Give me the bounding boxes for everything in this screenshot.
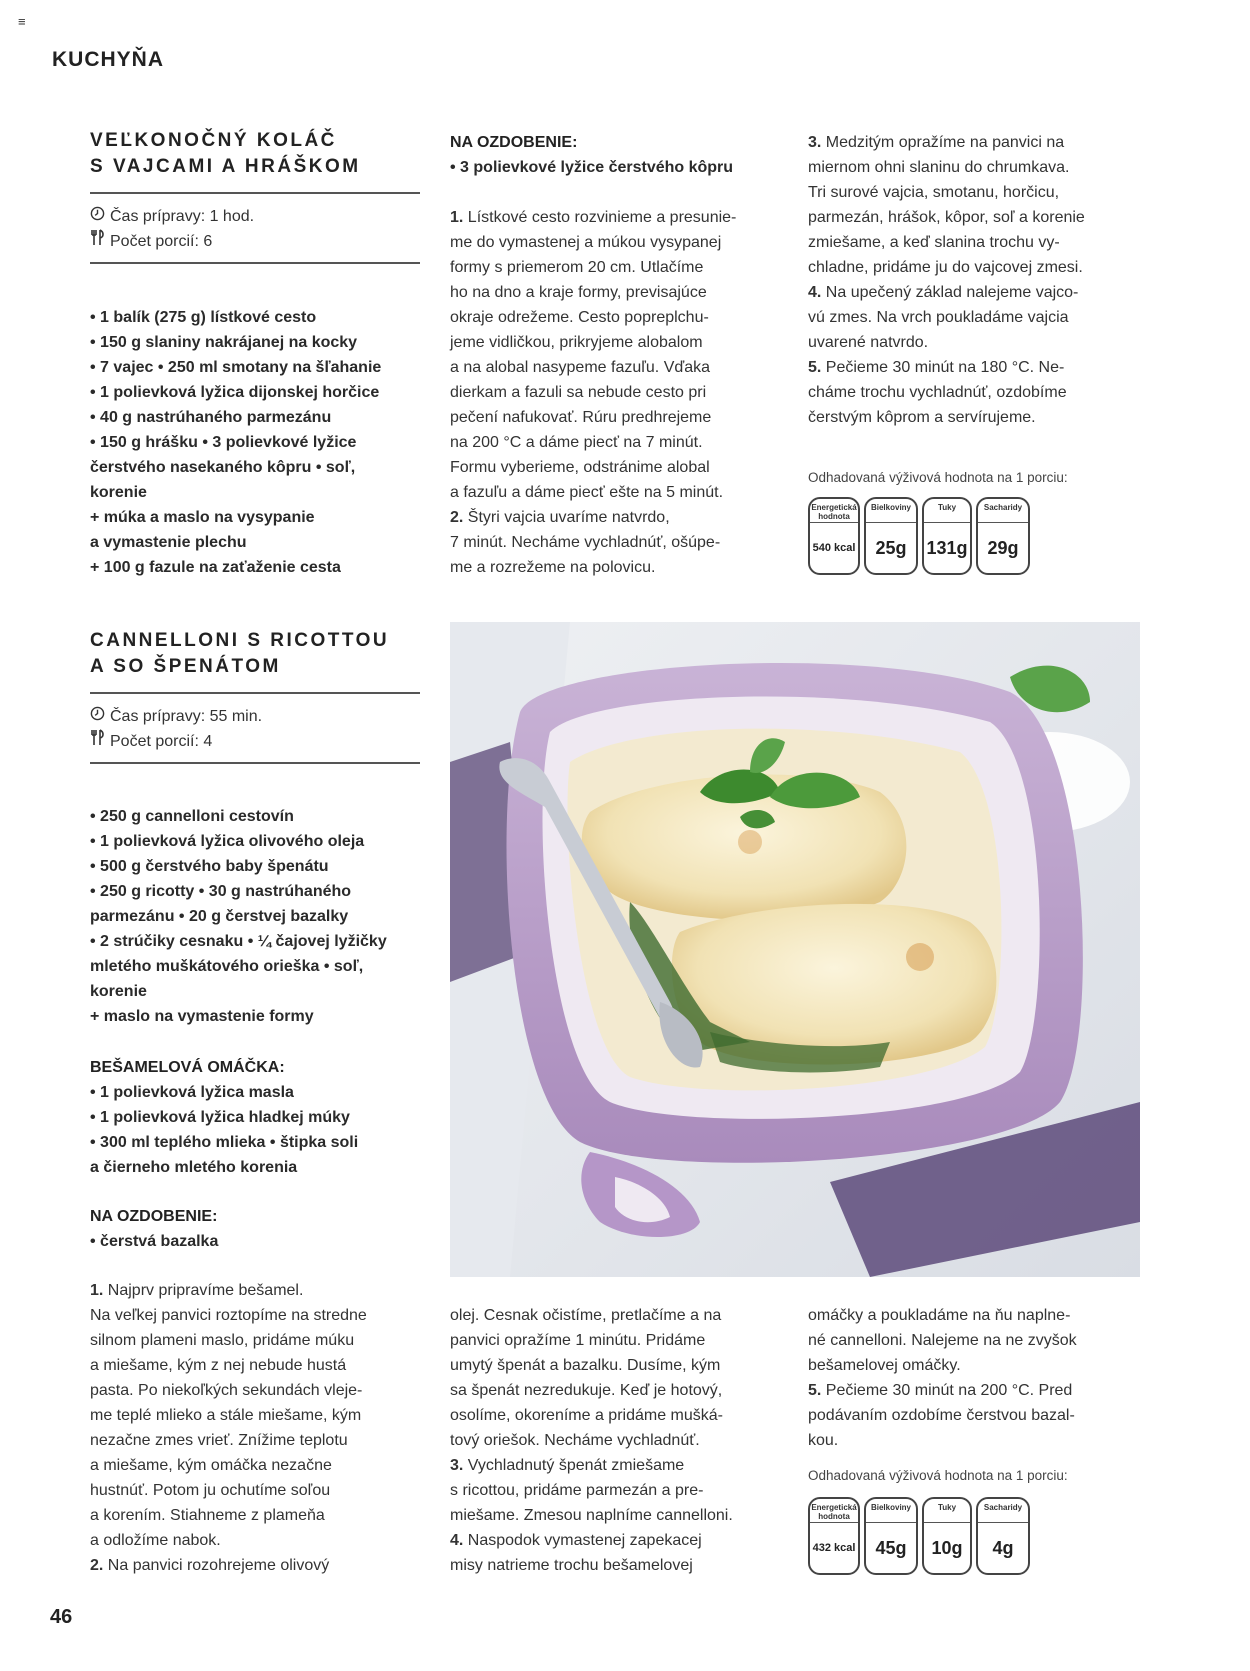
step-line (90, 1528, 367, 1553)
step-line (450, 1353, 733, 1378)
section-label: KUCHYŇA (52, 48, 164, 71)
garnish-heading: NA OZDOBENIE: (450, 134, 578, 151)
prep-time-text: Čas prípravy: 1 hod. (110, 208, 255, 225)
recipe1-steps-col3 (808, 130, 1085, 430)
nutrition-table (808, 497, 1030, 575)
step-text: Na upečený základ nalejeme vajco- (825, 284, 1079, 301)
ingredient: • 1 balík (275 g) lístkové cesto (90, 309, 317, 326)
step-text: Pečieme 30 minút na 200 °C. Pred (825, 1382, 1073, 1399)
ingredient: čerstvého nasekaného kôpru • soľ, (90, 459, 356, 476)
step-line (90, 1478, 367, 1503)
step-line (90, 1278, 367, 1303)
nutrition-label: Bielkoviny (866, 1499, 916, 1523)
step-text: me do vymastenej a múkou vysypanej (450, 234, 722, 251)
clock-icon (90, 704, 110, 729)
step-text: jeme vidličkou, prikryjeme alobalom (450, 334, 703, 351)
divider (90, 762, 420, 764)
step-text: Tri surové vajcia, smotanu, horčicu, (808, 184, 1060, 201)
step-line (90, 1428, 367, 1453)
nutrition-value: 131g (926, 537, 968, 558)
step-text: a korením. Stiahneme z plameňa (90, 1507, 325, 1524)
recipe1-steps-col2 (450, 205, 736, 580)
step-text: a miešame, kým z nej nebude hustá (90, 1357, 347, 1374)
step-line (450, 1553, 733, 1578)
ingredient: • 250 g cannelloni cestovín (90, 808, 294, 825)
step-line (90, 1503, 367, 1528)
step-text: sa špenát nezredukuje. Keď je hotový, (450, 1382, 723, 1399)
step-line (808, 1353, 1077, 1378)
step-line (450, 380, 736, 405)
step-line (450, 480, 736, 505)
nutrition-label: Bielkoviny (866, 499, 916, 523)
step-text: Lístkové cesto rozvinieme a presunie- (467, 209, 737, 226)
nutrition-fat (922, 1497, 972, 1575)
nutrition-value: 540 kcal (812, 542, 856, 554)
step-line (808, 180, 1085, 205)
nutrition-value: 45g (875, 1537, 907, 1558)
nutrition-value: 25g (875, 537, 907, 558)
step-text: tový oriešok. Necháme vychladnúť. (450, 1432, 700, 1449)
step-line (808, 1328, 1077, 1353)
ingredient: a vymastenie plechu (90, 534, 247, 551)
step-line (808, 280, 1085, 305)
step-text: misy natrieme trochu bešamelovej (450, 1557, 693, 1574)
nutrition-label: Tuky (924, 499, 970, 523)
step-text: miernom ohni slaninu do chrumkava. (808, 159, 1070, 176)
step-number: 1. (90, 1282, 104, 1299)
step-number: 4. (450, 1532, 464, 1549)
nutrition-label: Tuky (924, 1499, 970, 1523)
step-line (450, 530, 736, 555)
recipe1-header (90, 128, 420, 264)
step-number: 3. (450, 1457, 464, 1474)
page-number: 46 (50, 1606, 73, 1628)
recipe1-garnish (450, 130, 780, 180)
step-line (450, 430, 736, 455)
step-text: a miešame, kým omáčka nezačne (90, 1457, 332, 1474)
step-text: me teplé mlieko a stále miešame, kým (90, 1407, 362, 1424)
step-line (450, 1328, 733, 1353)
step-line (90, 1353, 367, 1378)
ingredient: • 500 g čerstvého baby špenátu (90, 858, 329, 875)
menu-icon[interactable]: ≡ (18, 14, 26, 29)
step-line (808, 205, 1085, 230)
step-line (808, 1303, 1077, 1328)
step-line (808, 330, 1085, 355)
step-text: Štyri vajcia uvaríme natvrdo, (467, 509, 670, 526)
clock-icon (90, 204, 110, 229)
step-text: pasta. Po niekoľkých sekundách vleje- (90, 1382, 363, 1399)
step-line (450, 305, 736, 330)
step-text: uvarené natvrdo. (808, 334, 929, 351)
nutrition-title: Odhadovaná výživová hodnota na 1 porciu: (808, 1468, 1068, 1483)
step-text: čerstvým kôprom a servírujeme. (808, 409, 1036, 426)
step-line (808, 355, 1085, 380)
ingredient: mletého muškátového orieška • soľ, (90, 958, 364, 975)
step-text: Na panvici rozohrejeme olivový (107, 1557, 330, 1574)
step-text: okraje odrežeme. Cesto popreplchu- (450, 309, 709, 326)
step-text: Pečieme 30 minút na 180 °C. Ne- (825, 359, 1065, 376)
nutrition-value: 432 kcal (812, 1542, 856, 1554)
ingredient: • 150 g hrášku • 3 polievkové lyžice (90, 434, 357, 451)
step-line (450, 555, 736, 580)
step-number: 5. (808, 359, 822, 376)
ingredient: • 1 polievková lyžica dijonskej horčice (90, 384, 380, 401)
step-text: vú zmes. Na vrch poukladáme vajcia (808, 309, 1069, 326)
prep-time (90, 704, 420, 729)
servings (90, 229, 420, 254)
step-text: formy s priemerom 20 cm. Utlačíme (450, 259, 704, 276)
nutrition-value: 29g (987, 537, 1019, 558)
step-text: miešame. Zmesou naplníme cannelloni. (450, 1507, 733, 1524)
recipe2-title-line1: CANNELLONI S RICOTTOU (90, 630, 390, 651)
step-text: Medzitým opražíme na panvici na (825, 134, 1065, 151)
step-line (450, 1378, 733, 1403)
servings-text: Počet porcií: 4 (110, 733, 213, 750)
step-text: 7 minút. Necháme vychladnúť, ošúpe- (450, 534, 721, 551)
ingredient: • 300 ml teplého mlieka • štipka soli (90, 1134, 359, 1151)
step-number: 4. (808, 284, 822, 301)
nutrition-carbs (976, 497, 1030, 575)
step-text: me a rozrežeme na polovicu. (450, 559, 656, 576)
nutrition-carbs (976, 1497, 1030, 1575)
ingredient: korenie (90, 983, 147, 1000)
step-text: omáčky a poukladáme na ňu naplne- (808, 1307, 1071, 1324)
step-text: osolíme, okoreníme a pridáme mušká- (450, 1407, 723, 1424)
step-line (450, 1428, 733, 1453)
step-line (450, 255, 736, 280)
ingredient: • 7 vajec • 250 ml smotany na šľahanie (90, 359, 382, 376)
recipe1-title-line2: S VAJCAMI A HRÁŠKOM (90, 156, 361, 177)
ingredient: + maslo na vymastenie formy (90, 1008, 314, 1025)
step-line (450, 505, 736, 530)
step-line (450, 355, 736, 380)
garnish-item: • čerstvá bazalka (90, 1233, 219, 1250)
step-text: parmezán, hrášok, kôpor, soľ a korenie (808, 209, 1085, 226)
ingredient: • 1 polievková lyžica hladkej múky (90, 1109, 350, 1126)
step-line (808, 230, 1085, 255)
food-photo (450, 622, 1140, 1277)
servings-text: Počet porcií: 6 (110, 233, 213, 250)
step-line (450, 1503, 733, 1528)
step-text: Vychladnutý špenát zmiešame (467, 1457, 685, 1474)
recipe2-steps-col1 (90, 1278, 367, 1578)
sauce-heading: BEŠAMELOVÁ OMÁČKA: (90, 1059, 285, 1076)
step-text: silnom plameni maslo, pridáme múku (90, 1332, 355, 1349)
step-line (808, 130, 1085, 155)
step-number: 2. (450, 509, 464, 526)
step-text: Najprv pripravíme bešamel. (107, 1282, 304, 1299)
servings (90, 729, 420, 754)
ingredient: a čierneho mletého korenia (90, 1159, 298, 1176)
step-line (808, 1428, 1077, 1453)
step-text: na 200 °C a dáme piecť na 7 minút. (450, 434, 703, 451)
step-text: olej. Cesnak očistíme, pretlačíme a na (450, 1307, 722, 1324)
step-text: panvici opražíme 1 minútu. Pridáme (450, 1332, 706, 1349)
step-line (808, 380, 1085, 405)
nutrition-table (808, 1497, 1030, 1575)
prep-time-text: Čas prípravy: 55 min. (110, 708, 263, 725)
nutrition-label: Energetická hodnota (810, 1499, 858, 1523)
ingredient: parmezánu • 20 g čerstvej bazalky (90, 908, 349, 925)
step-line (808, 155, 1085, 180)
nutrition-fat (922, 497, 972, 575)
step-text: podávaním ozdobíme čerstvou bazal- (808, 1407, 1075, 1424)
prep-time (90, 204, 420, 229)
step-line (450, 330, 736, 355)
step-text: bešamelovej omáčky. (808, 1357, 961, 1374)
step-text: s ricottou, pridáme parmezán a pre- (450, 1482, 704, 1499)
ingredient: • 250 g ricotty • 30 g nastrúhaného (90, 883, 352, 900)
step-line (90, 1378, 367, 1403)
step-text: zmiešame, a keď slanina trochu vy- (808, 234, 1060, 251)
step-text: ho na dno a kraje formy, previsajúce (450, 284, 707, 301)
divider (90, 192, 420, 194)
nutrition-energy (808, 1497, 860, 1575)
step-line (808, 1403, 1077, 1428)
step-text: a odložíme nabok. (90, 1532, 221, 1549)
ingredient: + múka a maslo na vysypanie (90, 509, 315, 526)
step-line (90, 1403, 367, 1428)
step-line (450, 1453, 733, 1478)
ingredient: • 1 polievková lyžica masla (90, 1084, 294, 1101)
ingredient: korenie (90, 484, 147, 501)
step-number: 2. (90, 1557, 104, 1574)
step-text: a fazuľu a dáme piecť ešte na 5 minút. (450, 484, 724, 501)
nutrition-label: Energetická hodnota (810, 499, 858, 523)
step-text: nezačne zmes vrieť. Znížime teplotu (90, 1432, 348, 1449)
recipe2-steps-col3 (808, 1303, 1077, 1453)
step-line (450, 230, 736, 255)
step-number: 1. (450, 209, 464, 226)
ingredient: + 100 g fazule na zaťaženie cesta (90, 559, 341, 576)
garnish-item: • 3 polievkové lyžice čerstvého kôpru (450, 159, 734, 176)
step-text: kou. (808, 1432, 839, 1449)
step-text: Naspodok vymastenej zapekacej (467, 1532, 702, 1549)
ingredient: • 2 strúčiky cesnaku • ¼ čajovej lyžičky (90, 933, 387, 950)
step-text: Na veľkej panvici roztopíme na stredne (90, 1307, 367, 1324)
nutrition-protein (864, 1497, 918, 1575)
step-line (450, 455, 736, 480)
step-text: umytý špenát a bazalku. Dusíme, kým (450, 1357, 721, 1374)
nutrition-label: Sacharidy (978, 1499, 1028, 1523)
step-text: a na alobal nasypeme fazuľu. Vďaka (450, 359, 710, 376)
step-text: chladne, pridáme ju do vajcovej zmesi. (808, 259, 1083, 276)
nutrition-title: Odhadovaná výživová hodnota na 1 porciu: (808, 470, 1068, 485)
step-line (90, 1303, 367, 1328)
step-line (808, 1378, 1077, 1403)
divider (90, 262, 420, 264)
step-line (808, 305, 1085, 330)
step-line (90, 1453, 367, 1478)
step-line (90, 1553, 367, 1578)
step-text: Formu vyberieme, odstránime alobal (450, 459, 710, 476)
step-line (450, 1528, 733, 1553)
sauce-section (90, 1055, 358, 1180)
nutrition-value: 10g (931, 1537, 963, 1558)
nutrition-protein (864, 497, 918, 575)
step-line (90, 1328, 367, 1353)
recipe2-garnish (90, 1204, 218, 1254)
recipe1-ingredients (90, 305, 381, 580)
nutrition-energy (808, 497, 860, 575)
cutlery-icon (90, 729, 110, 754)
recipe2-title-line2: A SO ŠPENÁTOM (90, 656, 281, 677)
recipe1-title-line1: VEĽKONOČNÝ KOLÁČ (90, 130, 337, 151)
nutrition-value: 4g (992, 1537, 1014, 1558)
step-line (808, 255, 1085, 280)
garnish-heading: NA OZDOBENIE: (90, 1208, 218, 1225)
ingredient: • 1 polievková lyžica olivového oleja (90, 833, 365, 850)
step-line (450, 205, 736, 230)
step-line (450, 405, 736, 430)
step-text: hustnúť. Potom ju ochutíme soľou (90, 1482, 331, 1499)
step-text: né cannelloni. Nalejeme na ne zvyšok (808, 1332, 1077, 1349)
step-line (450, 280, 736, 305)
ingredient: • 40 g nastrúhaného parmezánu (90, 409, 332, 426)
nutrition-label: Sacharidy (978, 499, 1028, 523)
step-line (450, 1303, 733, 1328)
recipe2-steps-col2 (450, 1303, 733, 1578)
divider (90, 692, 420, 694)
step-text: pečení nafukovať. Rúru predhrejeme (450, 409, 712, 426)
cutlery-icon (90, 229, 110, 254)
step-line (450, 1478, 733, 1503)
recipe2-header (90, 628, 420, 764)
step-line (450, 1403, 733, 1428)
recipe2-ingredients (90, 804, 387, 1029)
step-line (808, 405, 1085, 430)
cannelloni-photo-illustration (450, 622, 1140, 1277)
step-number: 3. (808, 134, 822, 151)
ingredient: • 150 g slaniny nakrájanej na kocky (90, 334, 358, 351)
step-text: cháme trochu vychladnúť, ozdobíme (808, 384, 1067, 401)
step-text: dierkam a fazuli sa nebude cesto pri (450, 384, 707, 401)
step-number: 5. (808, 1382, 822, 1399)
